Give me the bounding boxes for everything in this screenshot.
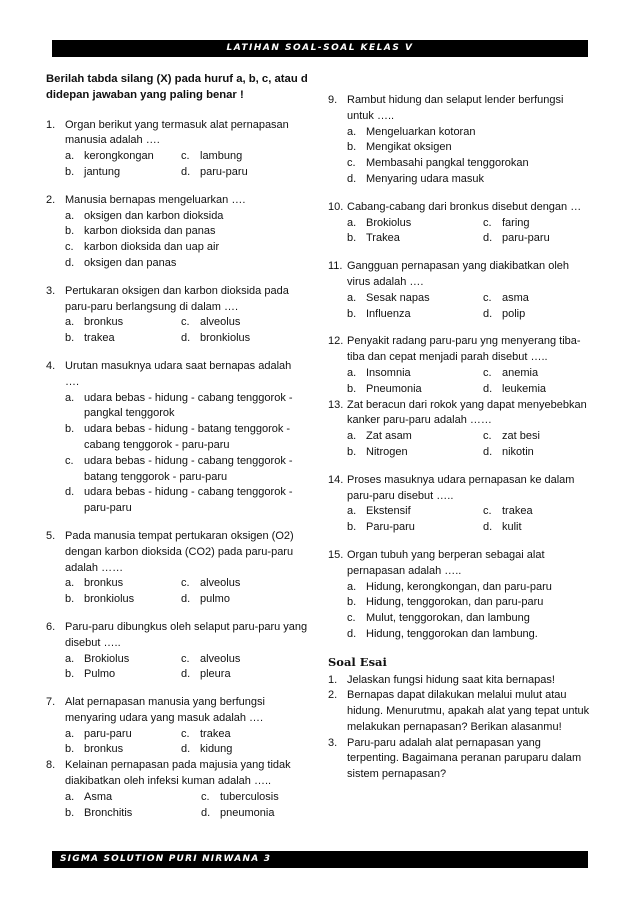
option-a: a. paru-paru [65, 727, 132, 740]
option-c: c. anemia [483, 366, 539, 379]
option-b: b. karbon dioksida dan panas [65, 225, 216, 238]
question-number: 2. [46, 193, 56, 206]
instruction-line-2: didepan jawaban yang paling benar ! [46, 88, 244, 101]
option-c: c. alveolus [181, 316, 241, 329]
question-text: Paru-paru dibungkus oleh selaput paru-paru yang disebut ….. [65, 620, 308, 649]
option-c: c. alveolus [181, 577, 241, 590]
header-bar [52, 40, 588, 57]
essay-item-3: 3. Paru-paru adalah alat pernapasan yang terpenting. Bagaimana peranan paruparu dalam sistem pernapasan? [328, 736, 582, 781]
left-column [46, 72, 308, 821]
question-text: Pertukaran oksigen dan karbon dioksida pada paru-paru berlangsung di dalam …. [65, 284, 289, 313]
question-number: 5. [46, 529, 56, 542]
question-number: 7. [46, 696, 56, 709]
option-c: c. asma [483, 291, 529, 304]
footer-text: SIGMA SOLUTION PURI NIRWANA 3 [60, 854, 272, 864]
option-c: c. trakea [181, 727, 231, 740]
option-c: c. udara bebas - hidung - cabang tenggorok - batang tenggorok - paru-paru [65, 454, 293, 483]
question-14 [328, 473, 590, 536]
question-13 [328, 398, 590, 461]
question-11 [328, 259, 590, 322]
question-text: Urutan masuknya udara saat bernapas adalah …. [65, 359, 292, 388]
question-text: Organ tubuh yang berperan sebagai alat pernapasan adalah ….. [347, 548, 545, 577]
question-text: Cabang-cabang dari bronkus disebut dengan … [347, 200, 582, 213]
question-10 [328, 200, 590, 247]
question-5 [46, 529, 308, 608]
option-d: d. paru-paru [181, 165, 248, 178]
option-a: a. kerongkongan [65, 150, 154, 163]
option-d: d. leukemia [483, 382, 547, 395]
question-3 [46, 284, 308, 347]
option-c: c. Mulut, tenggorokan, dan lambung [347, 612, 530, 625]
option-c: c. trakea [483, 505, 533, 518]
option-b: b. Pneumonia [347, 382, 422, 395]
question-number: 15. [328, 548, 344, 561]
option-a: a. Asma [65, 790, 113, 803]
question-text: Proses masuknya udara pernapasan ke dalam paru-paru disebut ….. [347, 473, 575, 502]
question-number: 12. [328, 335, 344, 348]
option-d: d. paru-paru [483, 232, 550, 245]
option-d: d. Hidung, tenggorokan dan lambung. [347, 627, 538, 640]
option-b: b. trakea [65, 332, 115, 345]
option-a: a. Brokiolus [347, 216, 412, 229]
option-a: a. bronkus [65, 577, 124, 590]
essay-item-2: 2. Bernapas dapat dilakukan melalui mulut atau hidung. Menurutmu, apakah alat yang tepat untuk melakukan pernapasan? Berikan alasanmu! [328, 689, 590, 733]
question-text: Organ berikut yang termasuk alat pernapasan manusia adalah …. [65, 118, 289, 147]
option-b: b. Nitrogen [347, 445, 408, 458]
question-text: Zat beracun dari rokok yang dapat menyebebkan kanker paru-paru adalah …… [347, 398, 587, 427]
question-text: Gangguan pernapasan yang diakibatkan oleh virus adalah …. [347, 260, 570, 288]
question-15 [328, 548, 590, 643]
option-b: b. Influenza [347, 307, 411, 320]
option-b: b. bronkiolus [65, 593, 135, 606]
option-b: b. Paru-paru [347, 521, 415, 534]
option-d: d. bronkiolus [181, 332, 251, 345]
option-c: c. alveolus [181, 652, 241, 665]
footer-bar [52, 851, 588, 868]
question-text: Rambut hidung dan selaput lender berfungsi untuk ….. [347, 94, 564, 122]
option-c: c. faring [483, 216, 530, 229]
option-d: d. udara bebas - hidung - cabang tenggorok - paru-paru [65, 486, 293, 515]
essay-item-1: 1. Jelaskan fungsi hidung saat kita bernapas! [328, 673, 555, 686]
question-number: 3. [46, 284, 56, 297]
option-a: a. Zat asam [347, 430, 412, 443]
option-d: d. pulmo [181, 593, 230, 606]
question-text: Manusia bernapas mengeluarkan …. [65, 193, 246, 206]
option-a: a. Insomnia [347, 366, 411, 379]
option-d: d. pleura [181, 668, 231, 681]
option-b: b. Mengikat oksigen [347, 141, 452, 154]
question-6 [46, 620, 308, 683]
question-number: 1. [46, 118, 56, 131]
option-b: b. bronkus [65, 743, 124, 756]
question-text: Kelainan pernapasan pada majusia yang tidak diakibatkan oleh infeksi kuman adalah ….. [65, 759, 291, 788]
option-d: d. kidung [181, 743, 233, 756]
option-a: a. Brokiolus [65, 652, 130, 665]
question-4 [46, 359, 308, 517]
question-number: 10. [328, 200, 344, 213]
option-c: c. lambung [181, 150, 243, 163]
instruction-line-1: Berilah tabda silang (X) pada huruf a, b, c, atau d [46, 73, 308, 85]
option-c: c. zat besi [483, 430, 540, 443]
option-c: c. Membasahi pangkal tenggorokan [347, 157, 529, 170]
option-d: d. polip [483, 307, 526, 320]
question-number: 6. [46, 620, 56, 633]
question-text: Penyakit radang paru-paru yng menyerang tiba-tiba dan cepat menjadi parah disebut ….. [347, 335, 581, 364]
option-a: a. udara bebas - hidung - cabang tenggorok - pangkal tenggorok [65, 391, 293, 420]
option-c: c. karbon dioksida dan uap air [65, 241, 220, 254]
instruction [46, 72, 308, 104]
option-b: b. jantung [65, 165, 121, 178]
option-b: b. Bronchitis [65, 806, 133, 819]
question-number: 9. [328, 94, 338, 106]
option-b: b. udara bebas - hidung - batang tenggorok - cabang tenggorok - paru-paru [65, 423, 291, 451]
question-text: Pada manusia tempat pertukaran oksigen (O2) dengan karbon dioksida (CO2) pada paru-paru adalah …… [65, 529, 294, 574]
question-7 [46, 695, 308, 758]
option-a: a. Sesak napas [347, 291, 430, 304]
question-number: 8. [46, 759, 56, 772]
question-8 [46, 758, 308, 821]
option-c: c. tuberculosis [201, 790, 279, 803]
option-d: d. oksigen dan panas [65, 256, 177, 269]
option-a: a. Hidung, kerongkongan, dan paru-paru [347, 580, 552, 593]
question-1 [46, 118, 308, 181]
option-b: b. Hidung, tenggorokan, dan paru-paru [347, 596, 544, 609]
question-12 [328, 334, 590, 397]
option-a: a. Ekstensif [347, 505, 411, 518]
question-number: 4. [46, 359, 56, 372]
option-b: b. Pulmo [65, 668, 116, 681]
option-d: d. pneumonia [201, 806, 275, 819]
header-title: LATIHAN SOAL-SOAL KELAS V [226, 43, 414, 53]
question-text: Alat pernapasan manusia yang berfungsi menyaring udara yang masuk adalah …. [65, 696, 265, 724]
option-d: d. kulit [483, 521, 522, 534]
right-column [328, 72, 590, 783]
option-d: d. Menyaring udara masuk [347, 172, 485, 185]
question-number: 11. [328, 260, 343, 273]
question-2 [46, 193, 308, 272]
option-a: a. oksigen dan karbon dioksida [65, 209, 224, 222]
option-b: b. Trakea [347, 232, 400, 245]
question-9 [328, 93, 590, 188]
essay-title: Soal Esai [328, 654, 387, 669]
question-number: 14. [328, 473, 344, 486]
option-a: a. bronkus [65, 316, 124, 329]
question-number: 13. [328, 398, 344, 411]
option-a: a. Mengeluarkan kotoran [347, 125, 476, 138]
option-d: d. nikotin [483, 445, 534, 458]
